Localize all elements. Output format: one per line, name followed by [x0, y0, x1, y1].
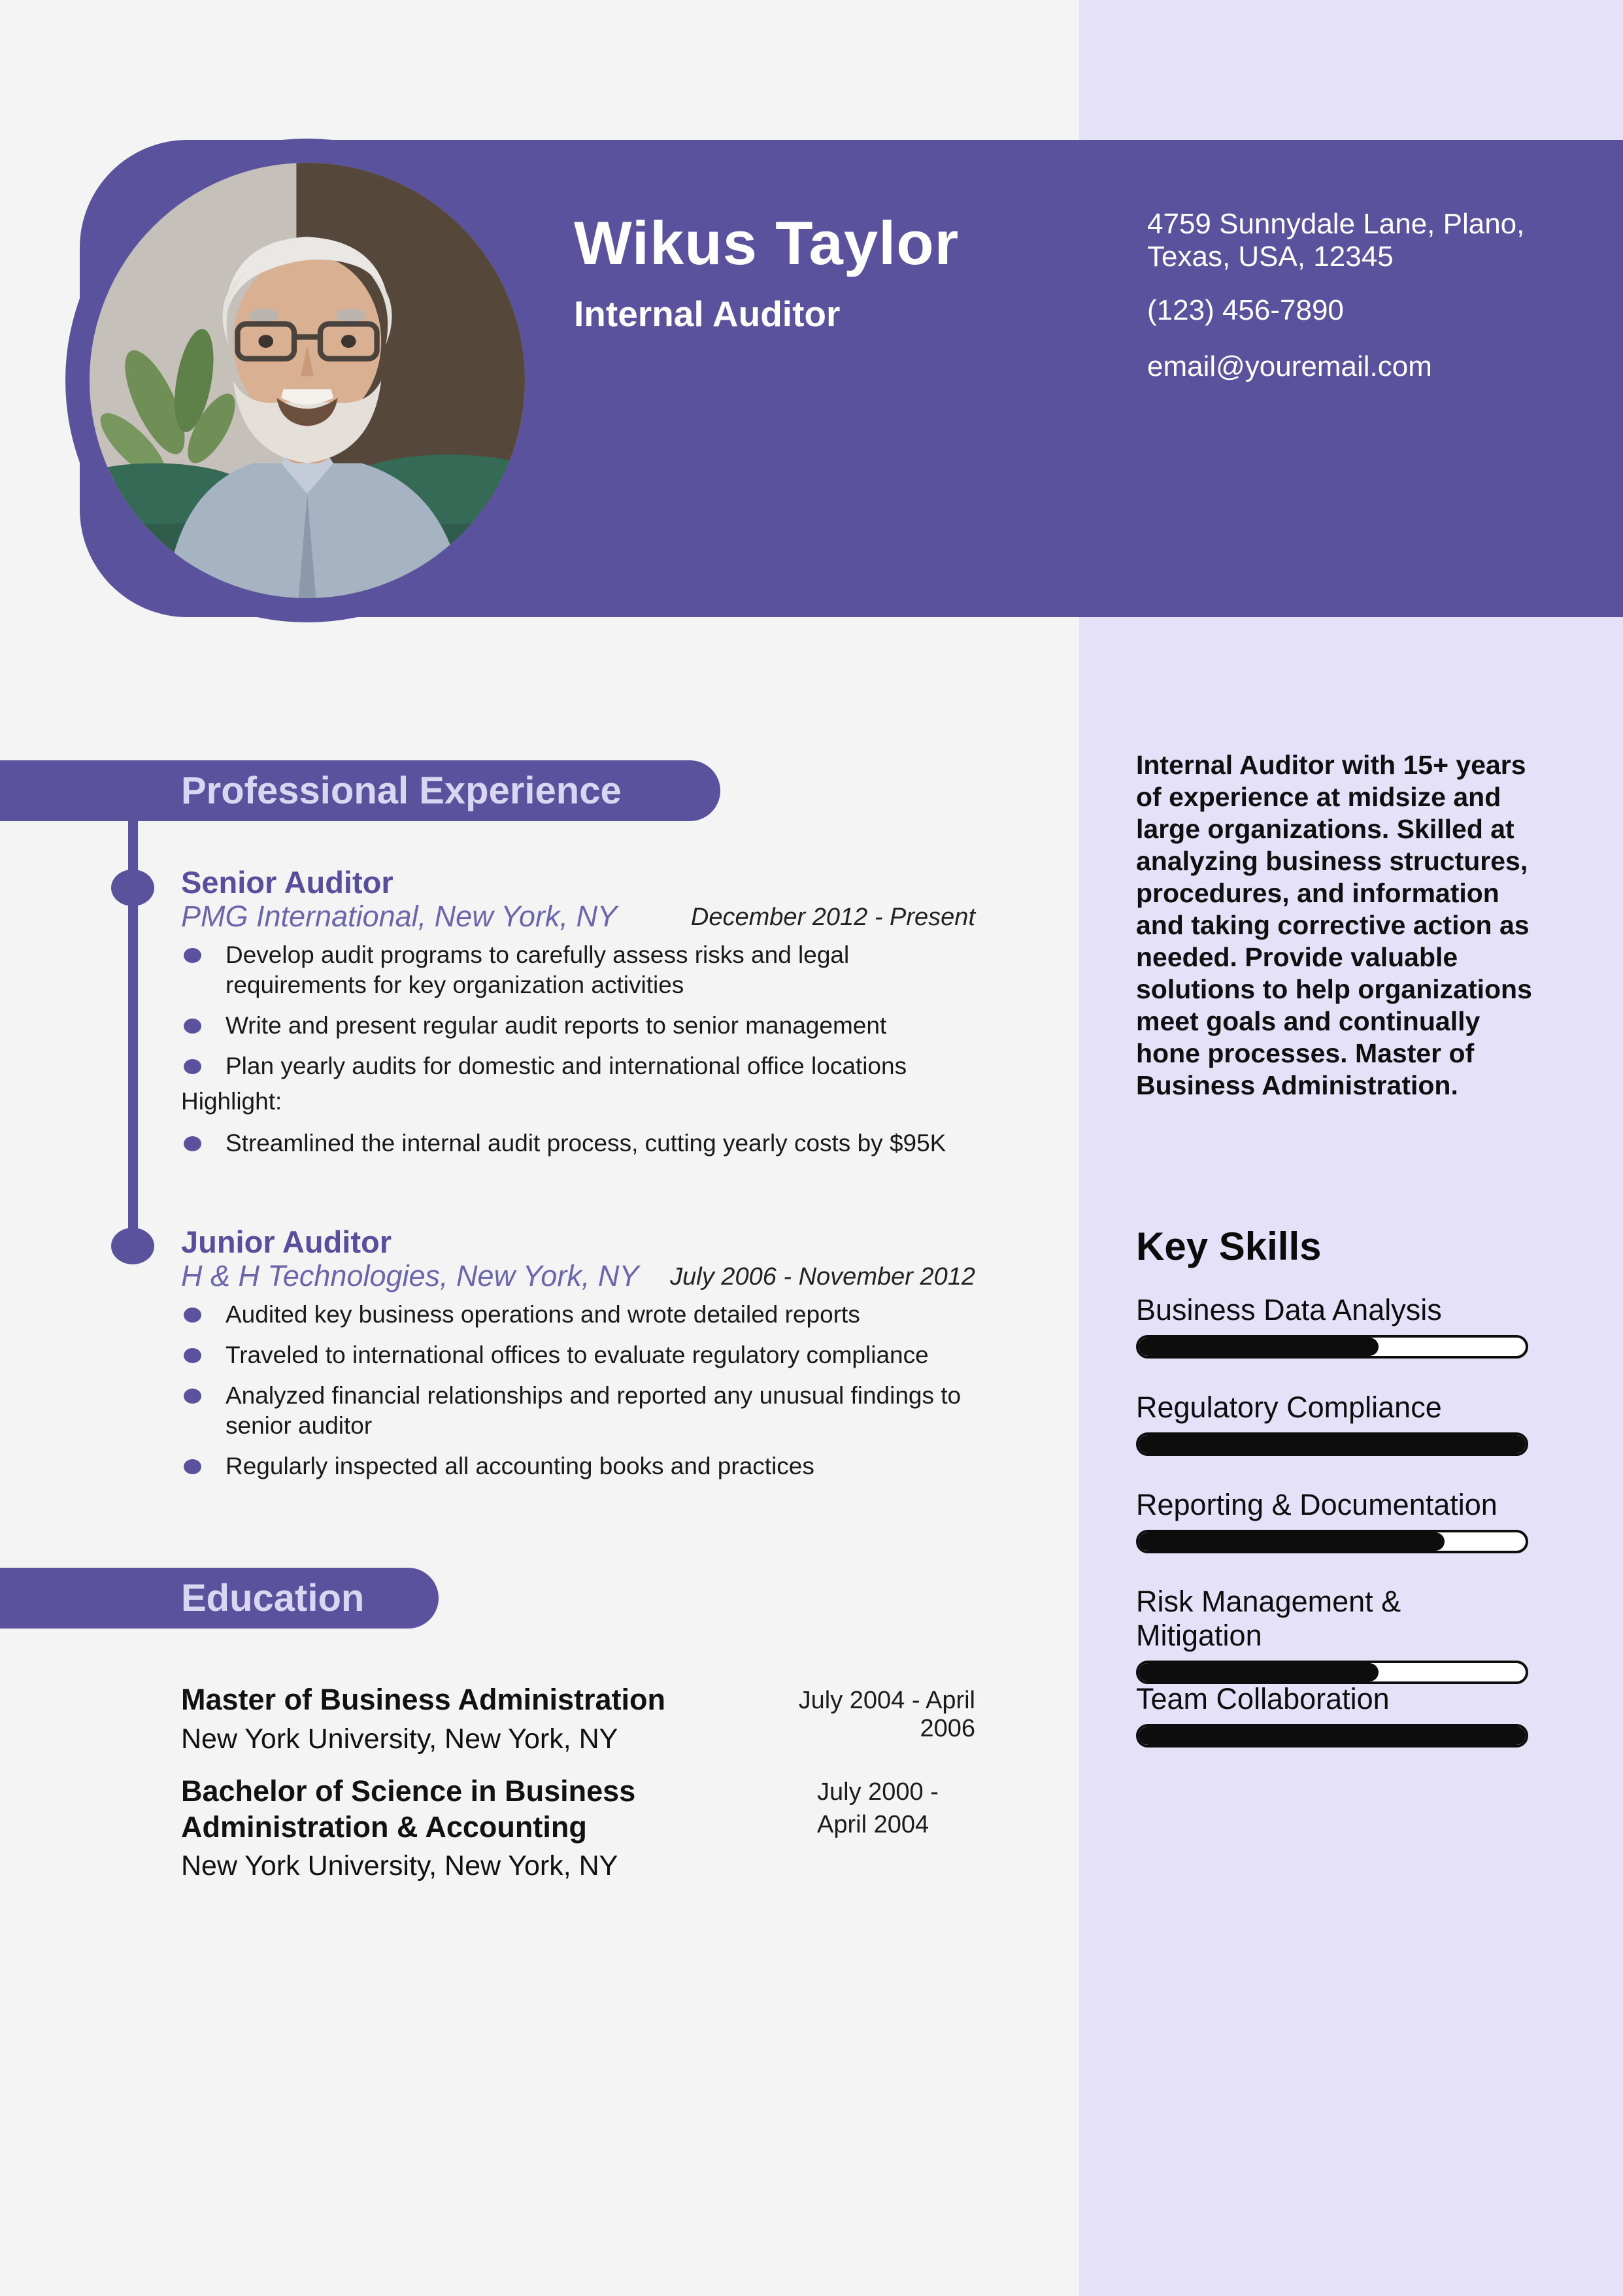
education-degree-bachelor: Bachelor of Science in Business Administration & Accounting [181, 1774, 636, 1844]
bullet-item: Traveled to international offices to evaluate regulatory compliance [181, 1340, 992, 1370]
education-dates-mba: July 2004 - April 2006 [798, 1687, 975, 1742]
skill-label: Reporting & Documentation [1136, 1488, 1498, 1521]
bullet-item: Analyzed financial relationships and reported any unusual findings to senior auditor [181, 1381, 992, 1441]
education-school-bachelor: New York University, New York, NY [181, 1850, 618, 1882]
contact-address [1147, 208, 1526, 273]
job-bullets-junior [181, 1300, 992, 1492]
bullet-item: Develop audit programs to carefully assess risks and legal requirements for key organization activities [181, 940, 992, 1000]
bullet-item: Audited key business operations and wrote detailed reports [181, 1300, 992, 1330]
skill-bar-fill [1139, 1727, 1526, 1745]
job-title-junior: Junior Auditor [181, 1224, 392, 1259]
skill-label: Business Data Analysis [1136, 1293, 1442, 1326]
skill-bar-fill [1139, 1663, 1379, 1681]
highlight-label: Highlight: [181, 1088, 282, 1115]
skill-row [1136, 1682, 1528, 1747]
person-name: Wikus Taylor [574, 209, 960, 277]
bullet-item: Streamlined the internal audit process, cutting yearly costs by $95K [181, 1128, 992, 1158]
skill-label: Regulatory Compliance [1136, 1391, 1442, 1424]
education-dates-bachelor: July 2000 - April 2004 [817, 1778, 939, 1838]
education-school-mba: New York University, New York, NY [181, 1723, 618, 1755]
skill-bar [1136, 1661, 1528, 1684]
skill-row [1136, 1293, 1528, 1359]
profile-photo [90, 163, 525, 598]
skill-row [1136, 1488, 1528, 1553]
timeline-dot-junior [111, 1228, 154, 1264]
bullet-item: Write and present regular audit reports to senior management [181, 1011, 992, 1041]
job-company-senior: PMG International, New York, NY [181, 900, 617, 933]
job-highlight-senior [181, 1128, 992, 1169]
section-banner-experience [0, 760, 720, 821]
education-heading: Education [181, 1577, 365, 1619]
skill-bar [1136, 1530, 1528, 1553]
skill-bar-fill [1139, 1435, 1526, 1453]
contact-block [1147, 208, 1526, 383]
job-dates-junior: July 2006 - November 2012 [670, 1263, 975, 1291]
contact-email: email@youremail.com [1147, 350, 1432, 382]
skill-bar [1136, 1335, 1528, 1359]
education-degree-mba: Master of Business Administration [181, 1683, 665, 1716]
job-bullets-senior [181, 940, 992, 1092]
person-job-title: Internal Auditor [574, 294, 841, 334]
job-company-junior: H & H Technologies, New York, NY [181, 1259, 639, 1292]
job-dates-senior: December 2012 - Present [690, 903, 975, 931]
skill-bar-fill [1139, 1532, 1445, 1551]
skill-bar-fill [1139, 1338, 1379, 1356]
profile-photo-illustration [90, 163, 525, 598]
timeline-dot-senior [111, 869, 154, 906]
contact-address-line2: Texas, USA, 12345 [1147, 241, 1394, 273]
job-title-senior: Senior Auditor [181, 865, 393, 900]
skill-row [1136, 1391, 1528, 1456]
contact-phone: (123) 456-7890 [1147, 294, 1344, 326]
profile-summary: Internal Auditor with 15+ years of experience at midsize and large organizations. Skilled at analyzing business structures, procedures, and information and taking corrective action as needed. Provide valuable solutions to help organizations meet goals and continually hone processes. Master of Business Administration. [1136, 750, 1532, 1100]
bullet-item: Regularly inspected all accounting books and practices [181, 1451, 992, 1481]
skill-row [1136, 1585, 1528, 1684]
bullet-item: Plan yearly audits for domestic and international office locations [181, 1051, 992, 1081]
skill-bar [1136, 1432, 1528, 1456]
skill-label: Risk Management & Mitigation [1136, 1585, 1401, 1652]
skill-label: Team Collaboration [1136, 1682, 1390, 1715]
experience-heading: Professional Experience [181, 769, 622, 812]
skill-bar [1136, 1724, 1528, 1747]
section-banner-education [0, 1568, 439, 1629]
skills-heading: Key Skills [1136, 1224, 1322, 1268]
contact-address-line1: 4759 Sunnydale Lane, Plano, [1147, 208, 1525, 240]
